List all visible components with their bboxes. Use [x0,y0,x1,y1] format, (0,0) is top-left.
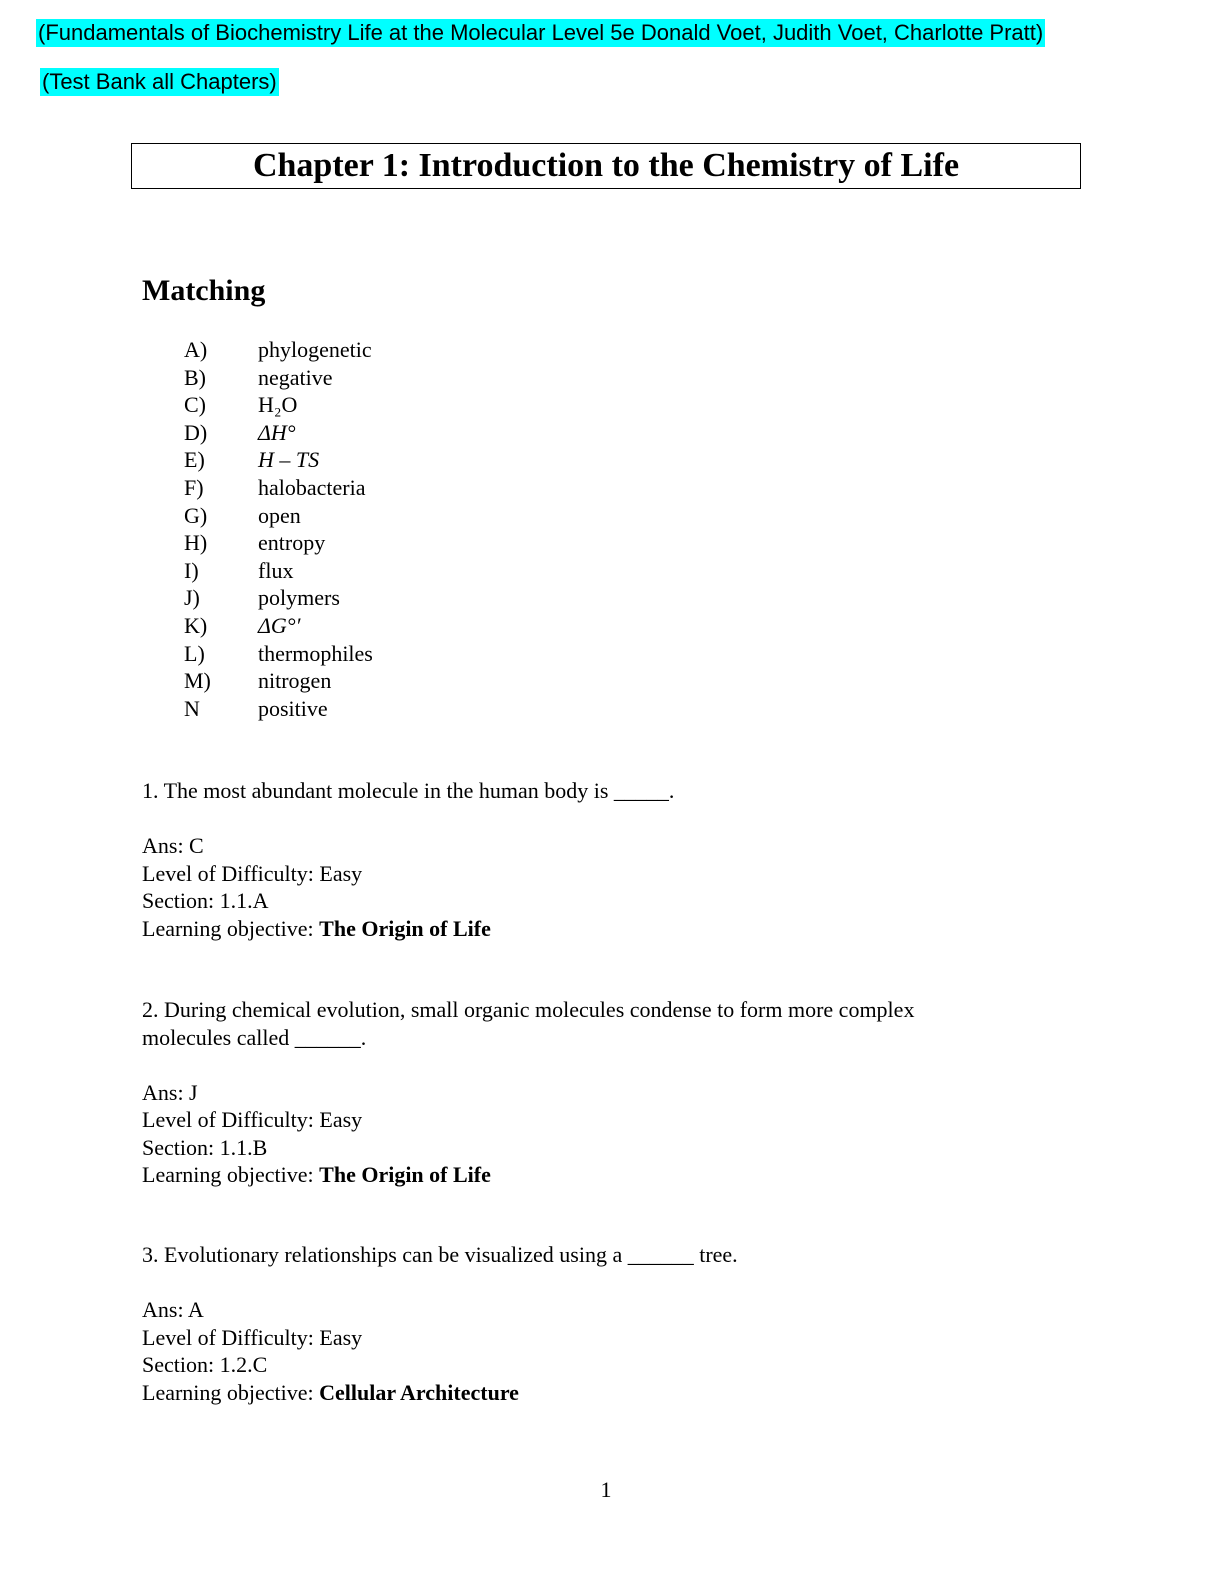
matching-letter: I) [184,557,199,583]
difficulty: Level of Difficulty: Easy [142,1107,363,1132]
matching-term: ΔG°′ [258,612,301,638]
question-text: 3. Evolutionary relationships can be visualized using a ______ tree. [142,1242,738,1267]
matching-term: H₂O [258,392,298,418]
matching-item [184,529,373,557]
matching-letter: D) [184,419,208,445]
answer: Ans: A [142,1297,204,1322]
answer: Ans: C [142,833,204,858]
question-text: molecules called ______. [142,1024,367,1050]
matching-letter: G) [184,502,208,528]
matching-term: polymers [258,585,340,611]
matching-term: flux [258,557,294,583]
difficulty: Level of Difficulty: Easy [142,860,363,886]
matching-term: negative [258,364,333,390]
matching-letter: N [184,695,200,721]
section-ref: Section: 1.1.B [142,1134,268,1160]
difficulty: Level of Difficulty: Easy [142,1324,363,1350]
matching-item [184,640,373,668]
matching-item [184,336,373,364]
matching-item [184,557,373,585]
matching-term: ΔH° [258,419,296,445]
matching-term: open [258,502,301,528]
objective-value: The Origin of Life [319,1162,491,1187]
matching-letter: F) [184,474,204,500]
chapter-title: Chapter 1: Introduction to the Chemistry of Life [131,143,1081,189]
matching-letter: M) [184,668,211,694]
matching-item [184,474,373,502]
matching-item [184,612,373,640]
matching-item [184,446,373,474]
header-subtitle-highlight: (Test Bank all Chapters) [42,69,277,94]
matching-letter: A) [184,337,208,362]
matching-item [184,391,373,419]
matching-letter: H) [184,530,208,556]
question-text: 1. The most abundant molecule in the human body is _____. [142,778,675,803]
section-heading: Matching [142,274,266,307]
matching-item [184,667,373,695]
matching-term: positive [258,695,328,721]
objective-value: The Origin of Life [319,915,491,941]
question-1 [142,777,674,942]
matching-letter: J) [184,585,200,611]
question-text: 2. During chemical evolution, small organic molecules condense to form more complex [142,997,915,1022]
matching-item [184,584,373,612]
matching-letter: L) [184,640,205,666]
matching-term: halobacteria [258,474,366,500]
page-number: 1 [600,1477,612,1502]
matching-letter: E) [184,447,205,473]
matching-term: H – TS [258,447,320,473]
matching-item [184,364,373,392]
objective-value: Cellular Architecture [319,1379,519,1405]
answer: Ans: J [142,1079,198,1105]
learning-objective [142,915,674,943]
learning-objective [142,1379,738,1407]
matching-term: thermophiles [258,640,373,666]
section-ref: Section: 1.2.C [142,1352,268,1377]
matching-list [184,336,373,722]
matching-item [184,419,373,447]
header-title-highlight: (Fundamentals of Biochemistry Life at the Molecular Level 5e Donald Voet, Judith Voet, Charlotte Pratt) [38,20,1044,45]
matching-item [184,502,373,530]
matching-letter: K) [184,612,208,638]
learning-objective [142,1161,914,1189]
matching-term: entropy [258,530,326,556]
question-2 [142,996,914,1189]
section-ref: Section: 1.1.A [142,888,269,913]
matching-letter: C) [184,392,206,418]
objective-label: Learning objective: [142,1162,320,1187]
matching-term: phylogenetic [258,337,372,362]
matching-letter: B) [184,364,206,390]
question-3 [142,1241,738,1406]
objective-label: Learning objective: [142,915,320,941]
matching-term: nitrogen [258,668,332,694]
objective-label: Learning objective: [142,1379,320,1405]
matching-item [184,695,373,723]
